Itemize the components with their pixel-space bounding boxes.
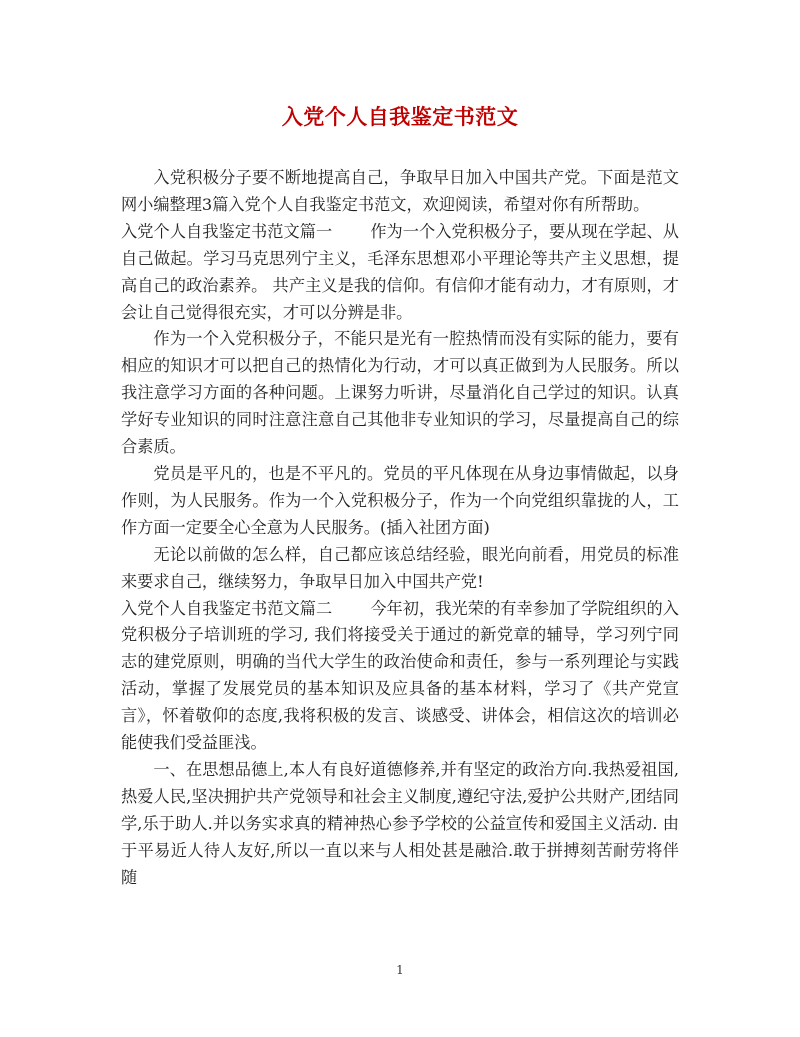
section-two-paragraph [121,596,679,757]
section-one-text: 作为一个入党积极分子，要从现在学起、从自己做起。学习马克思列宁主义，毛泽东思想邓小平理论等共产主义思想，提高自己的政治素养。 共产主义是我的信仰。有信仰才能有动力，才有原则，才会让自己觉得很充实，才可以分辨是非。 [121,221,679,322]
section-two-heading: 入党个人自我鉴定书范文篇二 [121,598,333,618]
body-paragraph: 无论以前做的怎么样，自己都应该总结经验，眼光向前看，用党员的标准来要求自己，继续努力，争取早日加入中国共产党! [121,544,679,591]
document-body [121,165,679,891]
page-number: 1 [396,963,404,977]
body-paragraph: 一、在思想品德上,本人有良好道德修养,并有坚定的政治方向.我热爱祖国,热爱人民,坚决拥护共产党领导和社会主义制度,遵纪守法,爱护公共财产,团结同学,乐于助人.并以务实求真的精神热心参予学校的公益宣传和爱国主义活动. 由于平易近人待人友好,所以一直以来与人相处甚是融洽.敢于拼搏刻苦耐劳将伴随 [121,759,679,887]
section-two-text: 今年初，我光荣的有幸参加了学院组织的入党积极分子培训班的学习, 我们将接受关于通过的新党章的辅导，学习列宁同志的建党原则，明确的当代大学生的政治使命和责任，参与一系列理论与实践活动，掌握了发展党员的基本知识及应具备的基本材料，学习了《共产党宣言》，怀着敬仰的态度,我将积极的发言、谈感受、讲体会，相信这次的培训必能使我们受益匪浅。 [121,598,679,753]
document-title: 入党个人自我鉴定书范文 [281,104,519,129]
section-one-heading: 入党个人自我鉴定书范文篇一 [121,221,333,241]
intro-paragraph: 入党积极分子要不断地提高自己，争取早日加入中国共产党。下面是范文网小编整理3篇入党个人自我鉴定书范文，欢迎阅读，希望对你有所帮助。 [121,168,679,214]
body-paragraph: 作为一个入党积极分子，不能只是光有一腔热情而没有实际的能力，要有相应的知识才可以把自己的热情化为行动，才可以真正做到为人民服务。所以我注意学习方面的各种问题。上课努力听讲，尽量消化自己学过的知识。认真学好专业知识的同时注意注意自己其他非专业知识的学习，尽量提高自己的综合素质。 [121,329,679,457]
section-one-paragraph [121,219,679,327]
body-paragraph: 党员是平凡的，也是不平凡的。党员的平凡体现在从身边事情做起，以身作则，为人民服务。作为一个入党积极分子，作为一个向党组织靠拢的人，工作方面一定要全心全意为人民服务。(插入社团方面) [121,463,679,537]
